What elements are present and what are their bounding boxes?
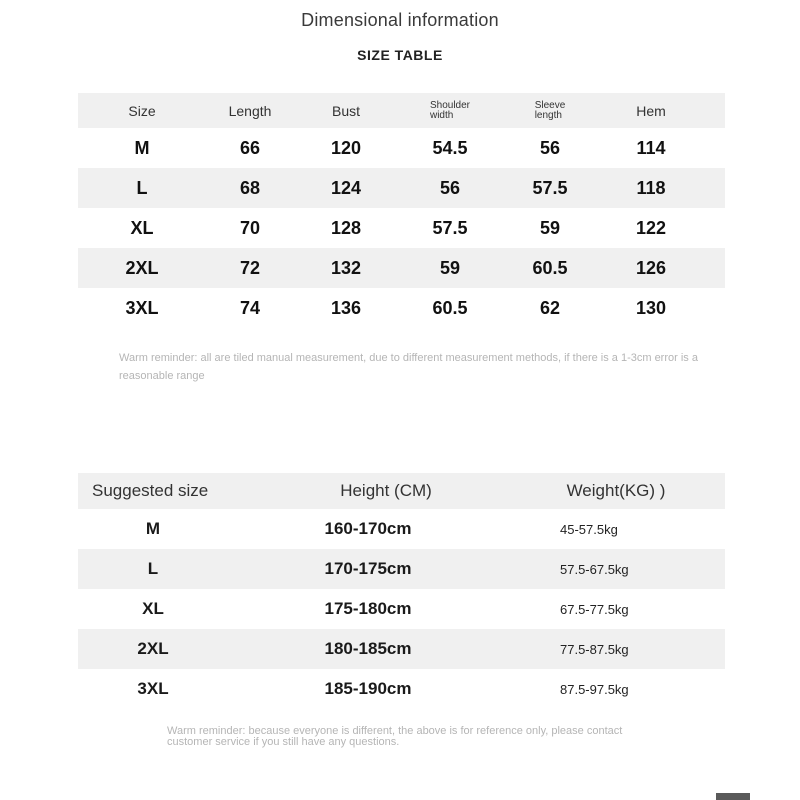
cell-weight: 67.5-77.5kg [560, 601, 629, 617]
suggested-table-header [78, 473, 725, 509]
header-shoulder-line1: Shoulder [429, 99, 471, 111]
cell-sleeve: 62 [539, 297, 561, 318]
header-sleeve-length [535, 93, 566, 128]
suggested-size-table [78, 473, 725, 709]
cell-hem: 126 [635, 257, 667, 278]
cell-height: 160-170cm [324, 519, 412, 538]
cell-size: 2XL [125, 257, 159, 278]
table-row [78, 168, 725, 208]
cell-hem: 130 [635, 297, 667, 318]
cell-sleeve: 56 [539, 137, 561, 158]
cell-bust: 128 [330, 217, 362, 238]
cell-length: 70 [239, 217, 261, 238]
cell-size: 2XL [137, 639, 169, 658]
cell-bust: 120 [330, 137, 362, 158]
corner-bar [716, 793, 750, 800]
cell-length: 68 [239, 177, 261, 198]
header-bust: Bust [331, 102, 361, 119]
cell-height: 180-185cm [324, 639, 412, 658]
cell-size: XL [142, 599, 164, 618]
cell-size: 3XL [137, 679, 169, 698]
cell-shoulder: 59 [439, 257, 461, 278]
reminder-line: Warm reminder: because everyone is different, the above is for reference only, please contact [167, 725, 623, 737]
cell-weight: 45-57.5kg [560, 521, 618, 537]
header-shoulder-line2: width [429, 109, 454, 121]
table-row [78, 208, 725, 248]
cell-shoulder: 60.5 [432, 297, 468, 318]
cell-weight: 77.5-87.5kg [560, 641, 629, 657]
cell-height: 175-180cm [324, 599, 412, 618]
header-length: Length [228, 102, 272, 119]
table-row [78, 509, 725, 549]
cell-sleeve: 59 [539, 217, 561, 238]
table-row [78, 589, 725, 629]
cell-length: 72 [239, 257, 261, 278]
cell-size: L [136, 177, 148, 198]
suggested-table-body [78, 509, 725, 709]
table-row [78, 669, 725, 709]
size-table [78, 93, 725, 328]
cell-length: 66 [239, 137, 261, 158]
cell-shoulder: 54.5 [432, 137, 468, 158]
size-table-title: SIZE TABLE [357, 47, 443, 63]
cell-length: 74 [239, 297, 261, 318]
cell-size: M [145, 519, 161, 538]
cell-height: 185-190cm [324, 679, 412, 698]
cell-size: XL [130, 217, 154, 238]
cell-hem: 118 [636, 177, 666, 198]
header-hem: Hem [636, 102, 666, 119]
measurement-reminder [119, 349, 719, 385]
header-weight: Weight(KG) ) [566, 481, 666, 500]
cell-shoulder: 57.5 [432, 217, 468, 238]
table-row [78, 629, 725, 669]
cell-hem: 114 [636, 137, 666, 158]
reminder-line: Warm reminder: all are tiled manual measurement, due to different measurement methods, if there is a 1-3cm error is a [119, 352, 698, 364]
header-sleeve-line2: length [534, 109, 562, 121]
cell-height: 170-175cm [324, 559, 412, 578]
reference-reminder [167, 726, 647, 748]
cell-size: 3XL [125, 297, 159, 318]
cell-size: L [147, 559, 159, 578]
size-table-body [78, 128, 725, 328]
cell-shoulder: 56 [439, 177, 461, 198]
header-height: Height (CM) [340, 481, 432, 500]
header-shoulder-width [430, 93, 470, 128]
page-title: Dimensional information [301, 10, 499, 30]
cell-weight: 87.5-97.5kg [560, 681, 629, 697]
header-size: Size [128, 102, 156, 119]
header-sleeve-line1: Sleeve [534, 99, 566, 111]
table-row [78, 248, 725, 288]
cell-sleeve: 60.5 [532, 257, 568, 278]
cell-bust: 132 [330, 257, 362, 278]
header-suggested-size: Suggested size [92, 481, 209, 500]
reminder-line: customer service if you still have any questions. [167, 736, 400, 748]
size-table-header [78, 93, 725, 128]
cell-weight: 57.5-67.5kg [560, 561, 629, 577]
cell-bust: 124 [330, 177, 362, 198]
cell-hem: 122 [635, 217, 667, 238]
cell-size: M [134, 137, 150, 158]
table-row [78, 128, 725, 168]
cell-bust: 136 [330, 297, 362, 318]
cell-sleeve: 57.5 [532, 177, 568, 198]
table-row [78, 288, 725, 328]
table-row [78, 549, 725, 589]
reminder-line: reasonable range [119, 370, 205, 382]
